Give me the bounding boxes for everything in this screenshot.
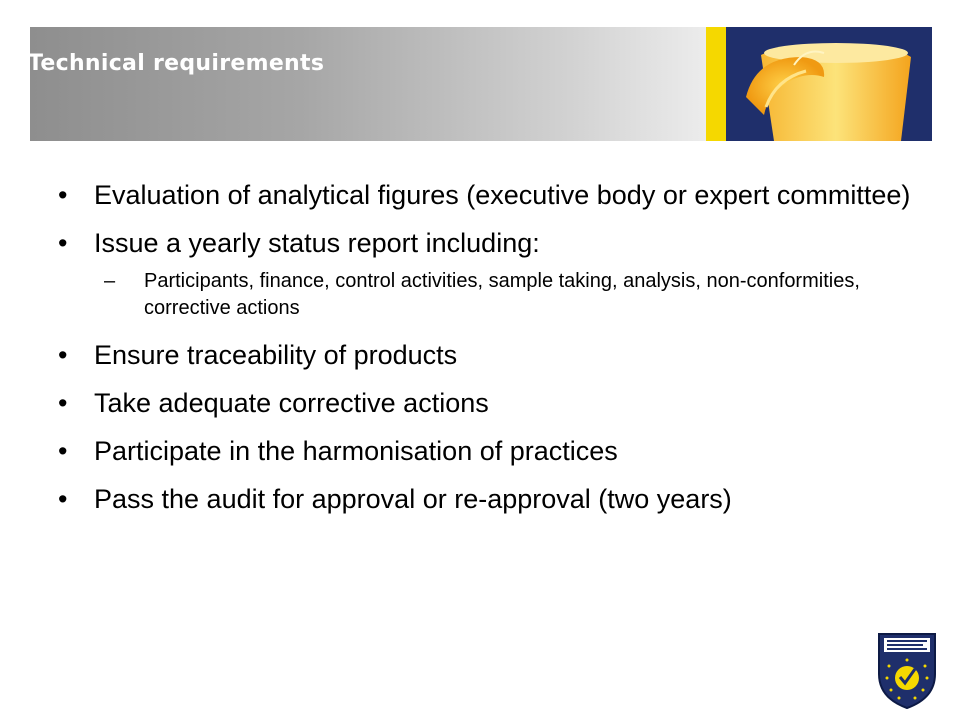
slide-title: Technical requirements (28, 51, 325, 76)
bullet-item (56, 480, 916, 518)
bullet-marker: • (58, 340, 68, 370)
orange-juice-glass-icon (706, 27, 932, 141)
bullet-item (56, 224, 916, 262)
bullet-list (56, 176, 916, 528)
bullet-item (56, 176, 916, 214)
bullet-item (56, 336, 916, 374)
bullet-marker: • (58, 388, 68, 418)
bullet-text: Take adequate corrective actions (94, 388, 489, 418)
bullet-item (56, 432, 916, 470)
bullet-text: Participate in the harmonisation of practices (94, 436, 618, 466)
sub-bullet-item (104, 268, 904, 322)
bullet-text: Issue a yearly status report including: (94, 228, 540, 258)
header-bar (30, 27, 706, 141)
dash-marker: – (104, 270, 116, 292)
bullet-marker: • (58, 180, 68, 210)
sub-bullet-text: Participants, finance, control activities, sample taking, analysis, non-conformities, corrective actions (144, 270, 860, 319)
bullet-text: Evaluation of analytical figures (executive body or expert committee) (94, 180, 911, 210)
bullet-marker: • (58, 228, 68, 258)
eu-quality-shield-logo-icon (876, 630, 938, 710)
bullet-marker: • (58, 436, 68, 466)
bullet-item (56, 384, 916, 422)
bullet-marker: • (58, 484, 68, 514)
bullet-text: Pass the audit for approval or re-approval (two years) (94, 484, 732, 514)
bullet-text: Ensure traceability of products (94, 340, 458, 370)
